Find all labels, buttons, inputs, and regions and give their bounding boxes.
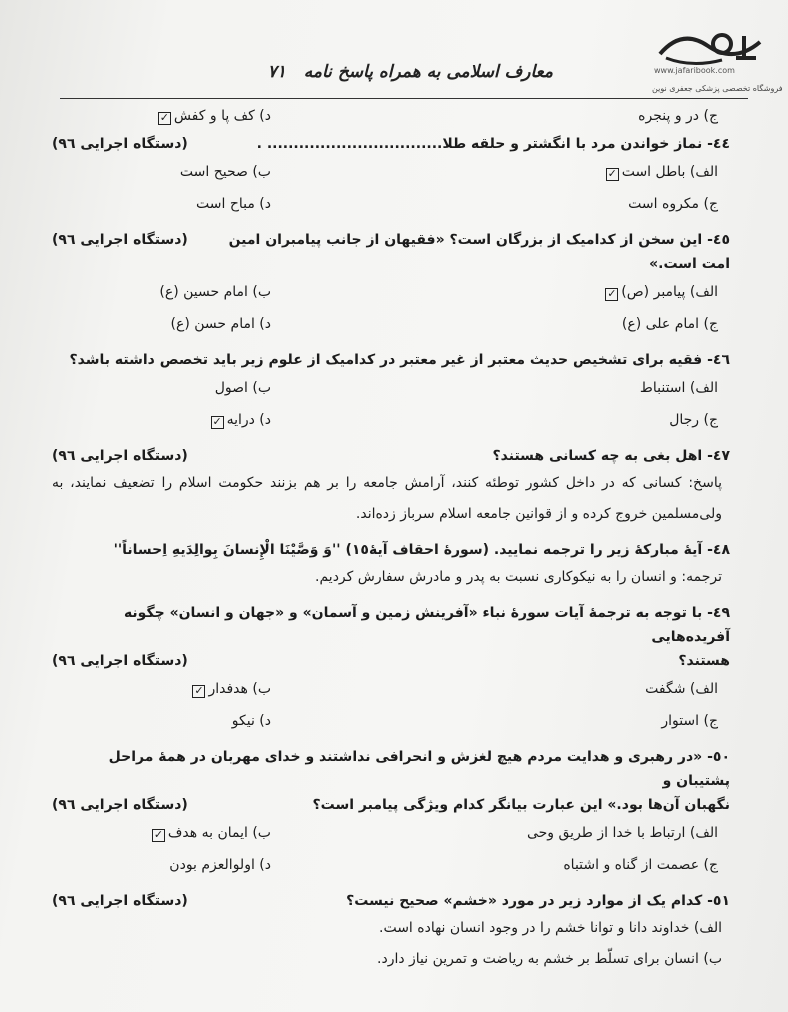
question-text: ٤٩- با توجه به ترجمهٔ آیات سورهٔ نباء «آفرینش زمین و آسمان» و «جهان و انسان» چگونه آفریده‌هایی: [123, 605, 730, 645]
option-b: ب) انسان برای تسلّط بر خشم به ریاضت و تمرین نیاز دارد.: [377, 951, 722, 967]
store-name: فروشگاه تخصصی پزشکی جعفری نوین: [652, 84, 783, 93]
option-a: الف) ارتباط با خدا از طریق وحی: [526, 825, 718, 841]
page-number: ٧١: [267, 62, 286, 82]
question-text: ٤٥- این سخن از کدامیک از بزرگان است؟ «فقیهان از جانب پیامبران امین امت است.»: [228, 232, 730, 272]
option-c: ج) در و پنجره: [638, 108, 718, 124]
question-text: ٤٤- نماز خواندن مرد با انگشتر و حلقه طلا................................. .: [256, 136, 730, 152]
page-header: [60, 20, 783, 100]
book-title: معارف اسلامی به همراه پاسخ نامه: [303, 62, 553, 82]
option-a: الف) خداوند دانا و توانا خشم را در وجود انسان نهاده است.: [379, 920, 722, 936]
question-49: [52, 601, 730, 737]
option-text: الف) پیامبر (ص): [621, 284, 718, 300]
prev-question-options: [52, 100, 730, 132]
logo-url: www.jafaribook.com: [654, 66, 735, 75]
option-d: د) نیکو: [231, 713, 271, 729]
answer-text: ترجمه: و انسان را به نیکوکاری نسبت به پدر و مادرش سفارش کردیم.: [315, 569, 722, 585]
question-51: [52, 889, 730, 975]
checkmark-icon: ✓: [153, 828, 164, 841]
header-rule: [60, 98, 748, 99]
question-text: ٤٧- اهل بغی به چه کسانی هستند؟: [492, 448, 730, 464]
question-text-cont: هستند؟: [678, 653, 730, 669]
option-c: ج) مکروه است: [628, 196, 718, 212]
checkmark-icon: ✓: [607, 167, 617, 180]
questions-column: [52, 100, 730, 992]
option-text: د) کف پا و کفش: [173, 108, 271, 124]
option-d-correct: [52, 404, 391, 436]
option-d: د) امام حسن (ع): [170, 316, 271, 332]
option-d-correct: [52, 100, 391, 132]
option-b: ب) صحیح است: [179, 164, 271, 180]
question-text: ٥١- کدام یک از موارد زیر در مورد «خشم» صحیح نیست؟: [346, 893, 730, 909]
question-source: (دستگاه اجرایی ٩٦): [52, 448, 188, 464]
question-text: ٤٦- فقیه برای تشخیص حدیث معتبر از غیر معتبر در کدامیک از علوم زیر باید تخصص داشته باشد؟: [69, 352, 730, 368]
question-source: (دستگاه اجرایی ٩٦): [52, 653, 188, 669]
question-47: [52, 444, 730, 530]
question-45: [52, 228, 730, 340]
question-text: ٤٨- آیهٔ مبارکهٔ زیر را ترجمه نمایید. (سورهٔ احقاف آیهٔ١٥) ''وَ وَصَّیْنَا الْإِنسانَ بِوالِدَیهِ اِحساناً'': [113, 542, 730, 558]
question-source: (دستگاه اجرایی ٩٦): [52, 797, 188, 813]
question-source: (دستگاه اجرایی ٩٦): [52, 232, 188, 248]
logo-mark-icon: [652, 24, 780, 72]
option-a: الف) استنباط: [639, 380, 718, 396]
page-title: [268, 62, 553, 82]
option-d: د) مباح است: [196, 196, 271, 212]
question-46: [52, 348, 730, 436]
question-text-cont: نگهبان آن‌ها بود.» این عبارت بیانگر کدام ویژگی پیامبر است؟: [312, 797, 730, 813]
question-source: (دستگاه اجرایی ٩٦): [52, 136, 188, 152]
option-a: الف) شگفت: [645, 681, 718, 697]
option-b: ب) اصول: [214, 380, 271, 396]
option-b: ب) امام حسین (ع): [159, 284, 271, 300]
option-text: الف) باطل است: [621, 164, 718, 180]
answer-text: پاسخ: کسانی که در داخل کشور توطئه کنند، آرامش جامعه را بر هم بزنند حکومت اسلام را تضعیف نمایند، به ولی‌مسلمین خروج کرده و از قوانین جامعه اسلام سرباز زده‌اند.: [52, 475, 722, 522]
option-b-correct: [52, 817, 391, 849]
checkmark-icon: ✓: [159, 111, 169, 124]
checkmark-icon: ✓: [194, 684, 204, 697]
option-a-correct: [391, 276, 730, 308]
option-c: ج) عصمت از گناه و اشتباه: [563, 857, 718, 873]
option-c: ج) استوار: [661, 713, 718, 729]
option-text: ب) هدفدار: [208, 681, 271, 697]
option-c: ج) امام علی (ع): [621, 316, 718, 332]
option-b-correct: [52, 673, 391, 705]
option-a-correct: [391, 156, 730, 188]
option-c: ج) رجال: [669, 412, 718, 428]
publisher-logo: [652, 24, 783, 94]
question-44: [52, 132, 730, 220]
question-source: (دستگاه اجرایی ٩٦): [52, 893, 188, 909]
option-text: ب) ایمان به هدف: [167, 825, 271, 841]
question-50: [52, 745, 730, 881]
option-d: د) اولوالعزم بودن: [169, 857, 271, 873]
checkmark-icon: ✓: [607, 287, 617, 300]
checkmark-icon: ✓: [212, 415, 222, 428]
question-48: [52, 538, 730, 593]
question-text: ٥٠- «در رهبری و هدایت مردم هیچ لغزش و انحرافی نداشتند و خدای مهربان در همهٔ مراحل پشتیبان و: [108, 749, 730, 789]
option-text: د) درایه: [226, 412, 271, 428]
